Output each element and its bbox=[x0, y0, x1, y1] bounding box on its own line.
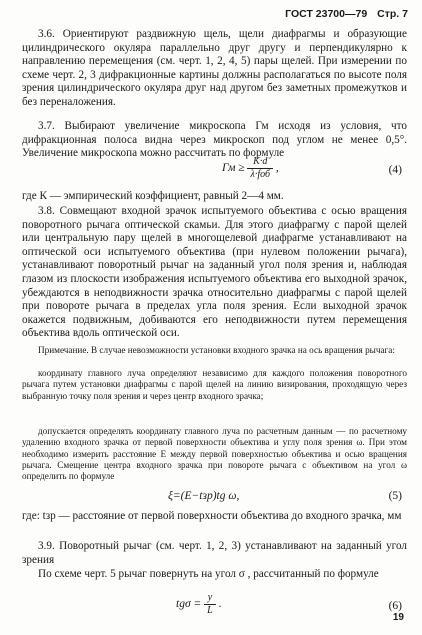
formula-4-numerator: K·d bbox=[247, 156, 273, 169]
paragraph-3-9: 3.9. Поворотный рычаг (см. черт. 1, 2, 3) устанавливают на заданный угол зрения bbox=[22, 540, 407, 566]
formula-4 bbox=[222, 156, 279, 181]
page-header bbox=[285, 8, 408, 20]
note-intro: Примечание. В случае невозможности установки входного зрачка на ось вращения рычага: bbox=[38, 345, 395, 355]
formula-4-number: (4) bbox=[388, 164, 402, 176]
formula-6-numerator: y bbox=[204, 592, 216, 605]
formula-5: ξ=(E−tзр)tg ω, bbox=[168, 490, 240, 502]
formula-6 bbox=[176, 592, 221, 617]
formula-5-number: (5) bbox=[388, 490, 402, 502]
formula-6-lhs: tgσ = bbox=[176, 598, 202, 611]
paragraph-3-7: 3.7. Выбирают увеличение микроскопа Гм исходя из условия, что дифракционная полоса видна через микроскоп под углом не менее 0,5°. Увеличение микроскопа можно рассчитать по формуле bbox=[22, 120, 407, 160]
paragraph-3-8: 3.8. Совмещают входной зрачок испытуемого объектива с осью вращения поворотного рычага оптической скамьи. Для этого диафрагму с парой щелей или центральную пару щелей в многощелевой диафрагме устанавливают на оптической оси испытуемого объектива (при нулевом положении рычага), устанавливают поворотный рычаг на заданный угол поля зрения и, наблюдая глазом из плоскости изображения испытуемого объектива его выходной зрачок, убеждаются в неподвижности зрачка относительно диафрагмы с парой щелей при повороте рычага в пределах угла поля зрения. Если выходной зрачок окажется подвижным, добиваются его неподвижности путем перемещения объектива вдоль оптической оси. bbox=[22, 205, 407, 340]
formula-4-tail: , bbox=[275, 162, 279, 175]
note-item-b: допускается определять координату главного луча по расчетным данным — по расчетному удалению входного зрачка от первой поверхности объектива и углу поля зрения ω. При этом необходимо измерить расстояние Е между первой поверхностью объектива и осью вращения рычага. Смещение центра входного зрачка при повороте рычага с объективом на угол ω определить по формуле bbox=[22, 426, 407, 482]
formula-6-denominator: L bbox=[207, 605, 213, 616]
paragraph-3-6: 3.6. Ориентируют раздвижную щель, щели диафрагмы и образующие цилиндрического окуляра параллельно друг другу и перпендикулярно к направлению перемещения (см. черт. 1, 2, 4, 5) пары щелей. При измерении по схеме черт. 2, 3 дифракционные картины должны располагаться по высоте поля зрения цилиндрического окуляра друг над другом без заметных промежутков и без переналожения. bbox=[22, 28, 407, 108]
where-t-definition: где: tзр — расстояние от первой поверхности объектива до входного зрачка, мм bbox=[22, 510, 402, 522]
paragraph-3-9-formula-intro: По схеме черт. 5 рычаг повернуть на угол σ , рассчитанный по формуле bbox=[38, 568, 379, 580]
page-value: 7 bbox=[402, 8, 408, 20]
where-k-definition: где К — эмпирический коэффициент, равный 2—4 мм. bbox=[22, 190, 284, 202]
formula-6-fraction bbox=[204, 592, 216, 617]
page-number: 19 bbox=[392, 612, 404, 623]
page-label: Стр. bbox=[377, 8, 400, 20]
formula-6-number: (6) bbox=[388, 600, 402, 612]
formula-4-fraction bbox=[247, 156, 273, 181]
note-item-a: координату главного луча определяют независимо для каждого положения поворотного рычага путем установки диафрагмы с парой щелей на линию визирования, проходящую через выбранную точку поля зрения и через центр входного зрачка; bbox=[22, 368, 407, 401]
formula-6-tail: . bbox=[218, 598, 222, 611]
formula-4-lhs: Гм ≥ bbox=[222, 162, 245, 175]
standard-number: ГОСТ 23700—79 bbox=[285, 8, 368, 20]
formula-4-denominator: λ·fоб bbox=[250, 169, 270, 180]
